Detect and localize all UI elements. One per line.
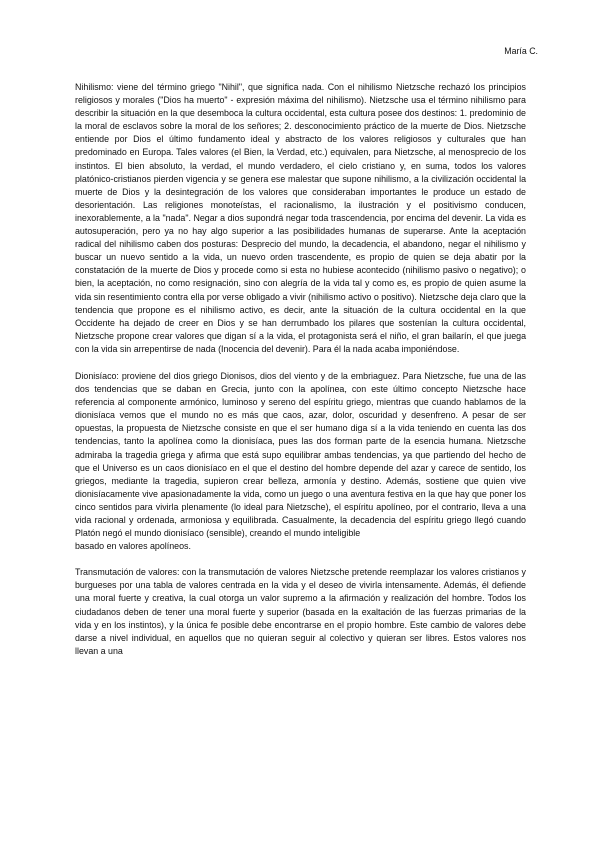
paragraph-nihilismo: Nihilismo: viene del término griego "Nihil", que significa nada. Con el nihilismo Nietzsche rechazó los principios religiosos y morales ("Dios ha muerto" - expresión máxima del nihilismo). Nietzsche usa el término nihilismo para describir la situación en la que desemboca la cultura occidental, esta cultura posee dos destinos: 1. predominio de la moral de esclavos sobre la moral de los señores; 2. desconocimiento práctico de la muerte de Dios. Nietzsche entiende por Dios el último fundamento ideal y abstracto de los valores religiosos y culturales que han predominado en Europa. Tales valores (el Bien, la Verdad, etc.) equivalen, para Nietzsche, al menosprecio de los instintos. El bien absoluto, la verdad, el mundo verdadero, el cielo cristiano y, en suma, todos los valores platónico-cristianos pierden vigencia y se genera ese malestar que supone nihilismo, a la civilización occidental la muerte de Dios y la desintegración de los valores que consideraban importantes le produce un estado de desorientación. Las religiones monoteístas, el racionalismo, la ilustración y el positivismo conducen, inexorablemente, a la "nada". Negar a dios supondrá negar toda trascendencia, por encima del devenir. La vida es autosuperación, pero ya no hay algo superior a las posibilidades humanas de superarse. Ante la aceptación radical del nihilismo caben dos posturas: Desprecio del mundo, la decadencia, el abandono, negar el nihilismo y buscar un nuevo sentido a la vida, un nuevo orden trascendente, es propio de quien se deja abatir por la constatación de la muerte de Dios y procede como si esta no hubiese acontecido (nihilismo pasivo o negativo); o bien, la aceptación, no como resignación, sino con alegría de la vida tal y como es, es propio de quien asume la vida sin resentimiento contra ella por verse obligado a vivir (nihilismo activo o positivo). Nietzsche deja claro que la tendencia que propone es el nihilismo activo, es decir, ante la situación de la cultura occidental en la que Occidente ha dejado de creer en Dios y se han derrumbado los pilares que sostenían la cultura occidental, Nietzsche propone crear valores que digan sí a la vida, el protagonista será el niño, el gran bailarín, el que juega con la vida sin arrepentirse de nada (Inocencia del devenir). Para él la nada acaba imponiéndose.: [75, 82, 526, 354]
document-body: [75, 81, 526, 658]
paragraph-transmutacion: Transmutación de valores: con la transmutación de valores Nietzsche pretende reemplazar los valores cristianos y burgueses por una tabla de valores centrada en la vida y el deseo de vivirla intensamente. Además, él defiende una moral fuerte y creativa, la cual otorga un valor supremo a la afirmación y realización del hombre. Todos los ciudadanos deben de tener una moral fuerte y superior (basada en la exaltación de las fuerzas primarias de la vida y en los instintos), y la única fe posible debe encontrarse en el propio hombre. Este cambio de valores debe darse a nivel individual, en aquellos que no quieran seguir al colectivo y quieran ser libres. Estos valores nos llevan a una: [75, 567, 526, 656]
paragraph-dionisiaco: Dionisíaco: proviene del dios griego Dionisos, dios del viento y de la embriaguez. Para Nietzsche, fue una de las dos tendencias que se daban en Grecia, junto con la apolínea, con este último concepto Nietzsche hace referencia al componente armónico, luminoso y sereno del espíritu griego, mientras que cuando hablamos de la dionisíaca vemos que el mundo no es más que caos, azar, dolor, oscuridad y desenfreno. A pesar de ser opuestas, la propuesta de Nietzsche consiste en que el ser humano diga sí a la vida teniendo en cuenta las dos tendencias, tanto la apolínea como la dionisíaca, pues las dos forman parte de la esencia humana. Nietzsche admiraba la tragedia griega y afirma que está supo equilibrar ambas tendencias, ya que partiendo del hecho de que el Universo es un caos dionisíaco en el que el destino del hombre depende del azar y carece de sentido, los griegos, mediante la tragedia, supieron crear belleza, armonía y destino. Además, sostiene que quien vive dionisíacamente vive apasionadamente la vida, como un juego o una aventura festiva en la que hay que poner los cinco sentidos para vivirla plenamente (lo ideal para Nietzsche), el espíritu apolíneo, por el contrario, lleva a una vida racional y ordenada, armoniosa y equilibrada. Casualmente, la decadencia del espíritu griego llegó cuando Platón negó el mundo dionisíaco (sensible), creando el mundo inteligible basado en valores apolíneos.: [75, 370, 526, 552]
author-name: María C.: [504, 46, 538, 56]
